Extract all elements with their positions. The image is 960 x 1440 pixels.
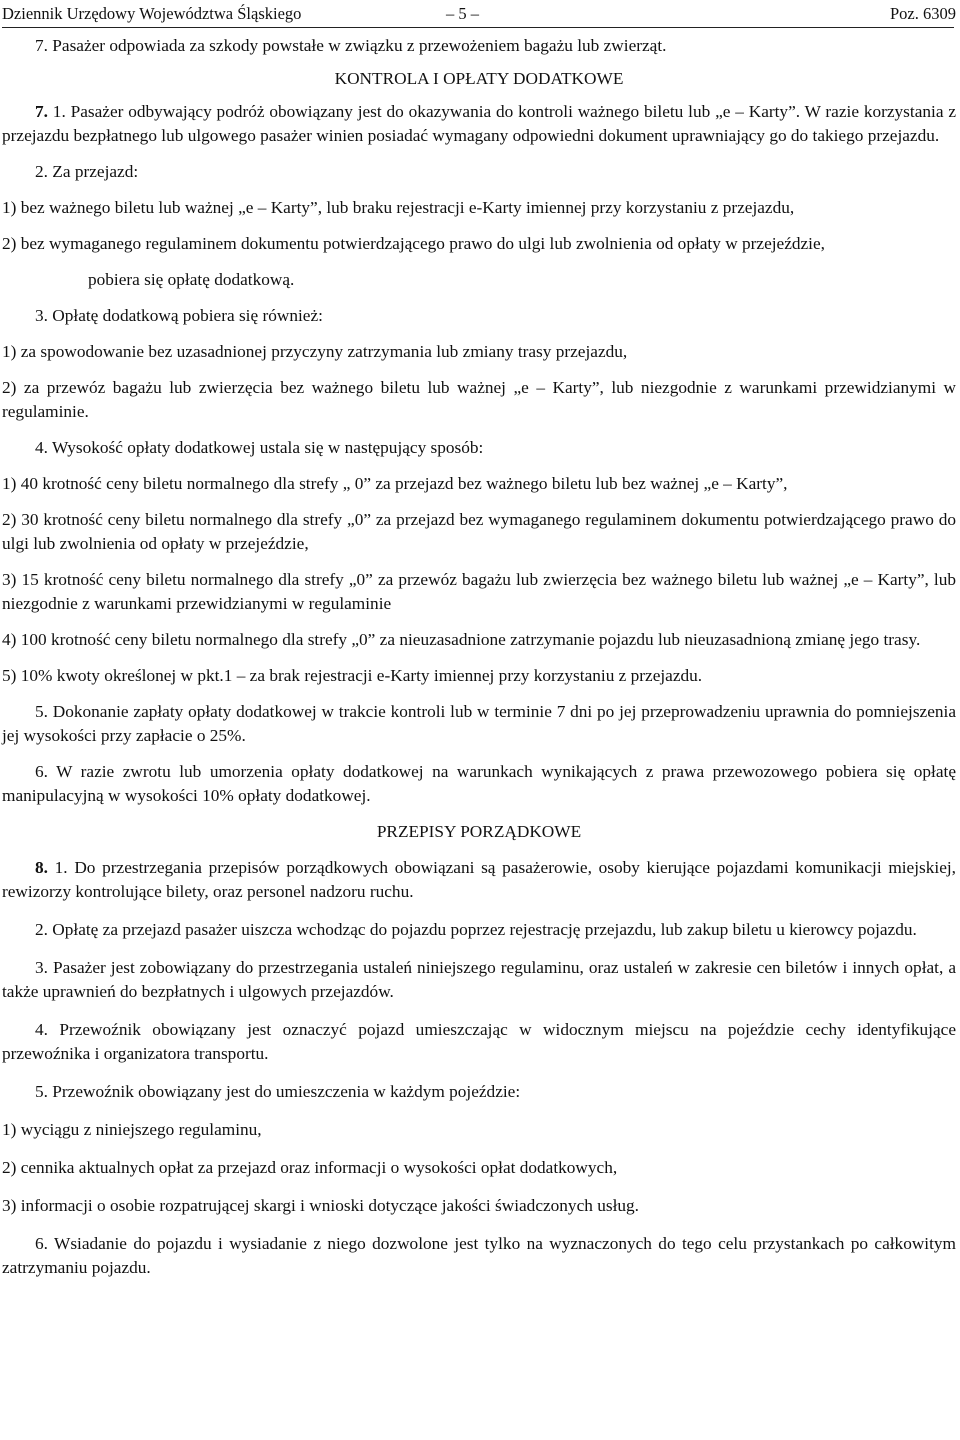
list-item: 1) 40 krotność ceny biletu normalnego dla strefy „ 0” za przejazd bez ważnego biletu lub bez ważnej „e – Karty”, — [2, 474, 788, 493]
paragraph-8-1 — [2, 856, 956, 904]
list-item: 2) cennika aktualnych opłat za przejazd oraz informacji o wysokości opłat dodatkowych, — [2, 1158, 618, 1177]
page-header — [2, 2, 960, 24]
paragraph-7-1 — [2, 100, 956, 148]
paragraph-7-5: 5. Dokonanie zapłaty opłaty dodatkowej w trakcie kontroli lub w terminie 7 dni po jej przeprowadzeniu uprawnia do pomniejszenia jej wysokości przy zapłacie o 25%. — [2, 702, 956, 745]
list-item: 1) bez ważnego biletu lub ważnej „e – Karty”, lub braku rejestracji e-Karty imiennej przy korzystaniu z przejazdu, — [2, 198, 795, 217]
paragraph-text: 1. Do przestrzegania przepisów porządkowych obowiązani są pasażerowie, osoby kierujące pojazdami komunikacji miejskiej, rewizorzy kontrolujące bilety, oraz personel nadzoru ruchu. — [2, 858, 956, 901]
paragraph-8-6: 6. Wsiadanie do pojazdu i wysiadanie z niego dozwolone jest tylko na wyznaczonych do tego celu przystankach po całkowitym zatrzymaniu pojazdu. — [2, 1234, 956, 1277]
list-item: 1) wyciągu z niniejszego regulaminu, — [2, 1120, 262, 1139]
page-number: – 5 – — [446, 4, 479, 23]
list-item: 3) 15 krotność ceny biletu normalnego dla strefy „0” za przewóz bagażu lub zwierzęcia bez ważnego biletu lub ważnej „e – Karty”, lub niezgodnie z warunkami przewidzianymi w regulaminie — [2, 570, 956, 613]
paragraph-8-5: 5. Przewoźnik obowiązany jest do umieszczenia w każdym pojeździe: — [35, 1082, 521, 1101]
section-number: 8. — [35, 858, 48, 877]
paragraph-8-2: 2. Opłatę za przejazd pasażer uiszcza wchodząc do pojazdu poprzez rejestrację przejazdu, lub zakup biletu u kierowcy pojazdu. — [35, 920, 917, 939]
list-item: 2) bez wymaganego regulaminem dokumentu potwierdzającego prawo do ulgi lub zwolnienia od opłaty w przejeździe, — [2, 234, 825, 253]
list-item: 2) 30 krotność ceny biletu normalnego dla strefy „0” za przejazd bez wymaganego regulaminem dokumentu potwierdzającego prawo do ulgi lub zwolnienia od opłaty w przejeździe, — [2, 510, 956, 553]
paragraph-7-6: 6. W razie zwrotu lub umorzenia opłaty dodatkowej na warunkach wynikających z prawa przewozowego pobiera się opłatę manipulacyjną w wysokości 10% opłaty dodatkowej. — [2, 762, 956, 805]
list-item: 3) informacji o osobie rozpatrującej skargi i wnioski dotyczące jakości świadczonych usług. — [2, 1196, 639, 1215]
paragraph-8-4: 4. Przewoźnik obowiązany jest oznaczyć pojazd umieszczając w widocznym miejscu na pojeździe cechy identyfikujące przewoźnika i organizatora transportu. — [2, 1020, 956, 1063]
position-number: Poz. 6309 — [890, 4, 956, 23]
header-divider — [2, 27, 954, 28]
section-heading-kontrola: KONTROLA I OPŁATY DODATKOWE — [334, 69, 624, 88]
paragraph-7-2: 2. Za przejazd: — [35, 162, 139, 181]
paragraph-7-4: 4. Wysokość opłaty dodatkowej ustala się w następujący sposób: — [35, 438, 484, 457]
section-number: 7. — [35, 102, 48, 121]
list-item: 1) za spowodowanie bez uzasadnionej przyczyny zatrzymania lub zmiany trasy przejazdu, — [2, 342, 628, 361]
list-item: 2) za przewóz bagażu lub zwierzęcia bez ważnego biletu lub ważnej „e – Karty”, lub niezgodnie z warunkami przewidzianymi w regulaminie. — [2, 378, 956, 421]
list-item: 5) 10% kwoty określonej w pkt.1 – za brak rejestracji e-Karty imiennej przy korzystaniu z przejazdu. — [2, 666, 703, 685]
paragraph-7-3: 3. Opłatę dodatkową pobiera się również: — [35, 306, 323, 325]
paragraph-text: 1. Pasażer odbywający podróż obowiązany jest do okazywania do kontroli ważnego biletu lub „e – Karty”. W razie korzystania z przejazdu bezpłatnego lub ulgowego pasażer winien posiadać wymagany odpowiedni dokument uprawniający go do takiego przejazdu. — [2, 102, 956, 145]
document-body — [2, 34, 956, 1280]
paragraph-7-7: 7. Pasażer odpowiada za szkody powstałe w związku z przewożeniem bagażu lub zwierząt. — [35, 36, 667, 55]
journal-title: Dziennik Urzędowy Województwa Śląskiego — [2, 4, 302, 23]
list-item: 4) 100 krotność ceny biletu normalnego dla strefy „0” za nieuzasadnione zatrzymanie pojazdu lub nieuzasadnioną zmianę jego trasy. — [2, 630, 921, 649]
paragraph-8-3: 3. Pasażer jest zobowiązany do przestrzegania ustaleń niniejszego regulaminu, oraz ustaleń w zakresie cen biletów i innych opłat, a także uprawnień do bezpłatnych i ulgowych przejazdów. — [2, 958, 956, 1001]
paragraph-tail: pobiera się opłatę dodatkową. — [88, 270, 295, 289]
section-heading-przepisy: PRZEPISY PORZĄDKOWE — [376, 822, 582, 841]
